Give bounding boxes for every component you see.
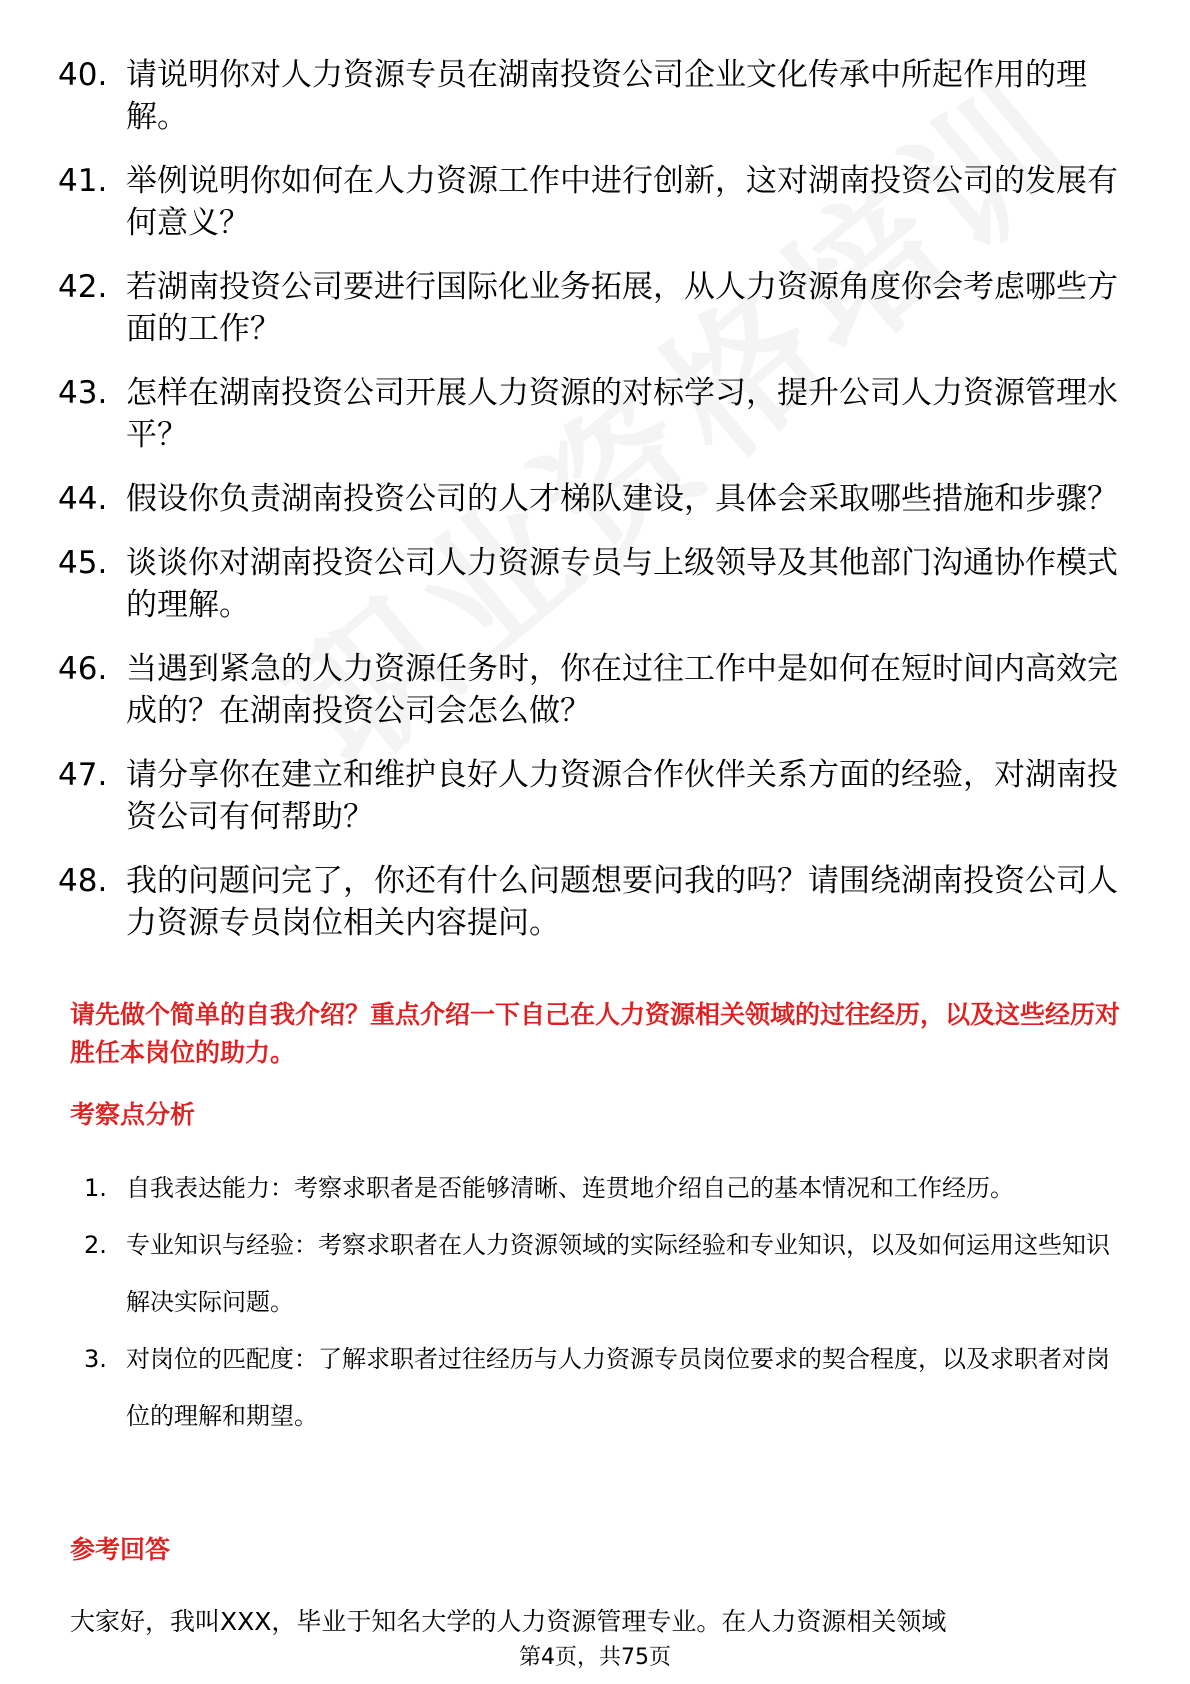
question-item xyxy=(58,478,1118,520)
question-item xyxy=(58,754,1118,838)
question-item xyxy=(58,542,1118,626)
page-footer: 第4页，共75页 xyxy=(519,1645,671,1670)
question-number: 46. xyxy=(58,651,108,687)
question-number: 45. xyxy=(58,545,108,581)
analysis-text: 对岗位的匹配度：了解求职者过往经历与人力资源专员岗位要求的契合程度，以及求职者对岗位的理解和期望。 xyxy=(126,1345,1110,1430)
question-text: 若湖南投资公司要进行国际化业务拓展，从人力资源角度你会考虑哪些方面的工作？ xyxy=(126,269,1118,347)
interview-prompt: 请先做个简单的自我介绍？重点介绍一下自己在人力资源相关领域的过往经历，以及这些经历对胜任本岗位的助力。 xyxy=(70,1000,1121,1067)
question-number: 43. xyxy=(58,375,108,411)
question-text: 假设你负责湖南投资公司的人才梯队建设，具体会采取哪些措施和步骤？ xyxy=(126,481,1118,517)
analysis-list xyxy=(84,1160,1124,1445)
question-item xyxy=(58,860,1118,944)
question-number: 40. xyxy=(58,57,108,93)
question-item xyxy=(58,648,1118,732)
question-text: 请分享你在建立和维护良好人力资源合作伙伴关系方面的经验，对湖南投资公司有何帮助？ xyxy=(126,757,1118,835)
analysis-number: 2. xyxy=(84,1231,107,1259)
question-item xyxy=(58,54,1118,138)
analysis-item xyxy=(84,1217,1124,1331)
answer-heading: 参考回答 xyxy=(70,1535,171,1564)
question-number: 44. xyxy=(58,481,108,517)
answer-text: 大家好，我叫XXX，毕业于知名大学的人力资源管理专业。在人力资源相关领域 xyxy=(70,1607,947,1636)
question-item xyxy=(58,160,1118,244)
question-number: 47. xyxy=(58,757,108,793)
analysis-item xyxy=(84,1331,1124,1445)
analysis-number: 3. xyxy=(84,1345,107,1373)
question-text: 我的问题问完了，你还有什么问题想要问我的吗？请围绕湖南投资公司人力资源专员岗位相关内容提问。 xyxy=(126,863,1118,941)
question-text: 举例说明你如何在人力资源工作中进行创新，这对湖南投资公司的发展有何意义？ xyxy=(126,163,1118,241)
question-number: 41. xyxy=(58,163,108,199)
question-number: 42. xyxy=(58,269,108,305)
question-item xyxy=(58,372,1118,456)
question-list xyxy=(58,54,1118,966)
question-text: 怎样在湖南投资公司开展人力资源的对标学习，提升公司人力资源管理水平？ xyxy=(126,375,1118,453)
question-text: 当遇到紧急的人力资源任务时，你在过往工作中是如何在短时间内高效完成的？在湖南投资公司会怎么做？ xyxy=(126,651,1118,729)
question-number: 48. xyxy=(58,863,108,899)
analysis-number: 1. xyxy=(84,1174,107,1202)
analysis-item xyxy=(84,1160,1124,1217)
analysis-text: 专业知识与经验：考察求职者在人力资源领域的实际经验和专业知识，以及如何运用这些知识解决实际问题。 xyxy=(126,1231,1110,1316)
question-text: 谈谈你对湖南投资公司人力资源专员与上级领导及其他部门沟通协作模式的理解。 xyxy=(126,545,1118,623)
analysis-heading: 考察点分析 xyxy=(70,1100,196,1129)
question-text: 请说明你对人力资源专员在湖南投资公司企业文化传承中所起作用的理解。 xyxy=(126,57,1087,135)
question-item xyxy=(58,266,1118,350)
analysis-text: 自我表达能力：考察求职者是否能够清晰、连贯地介绍自己的基本情况和工作经历。 xyxy=(126,1174,1014,1202)
